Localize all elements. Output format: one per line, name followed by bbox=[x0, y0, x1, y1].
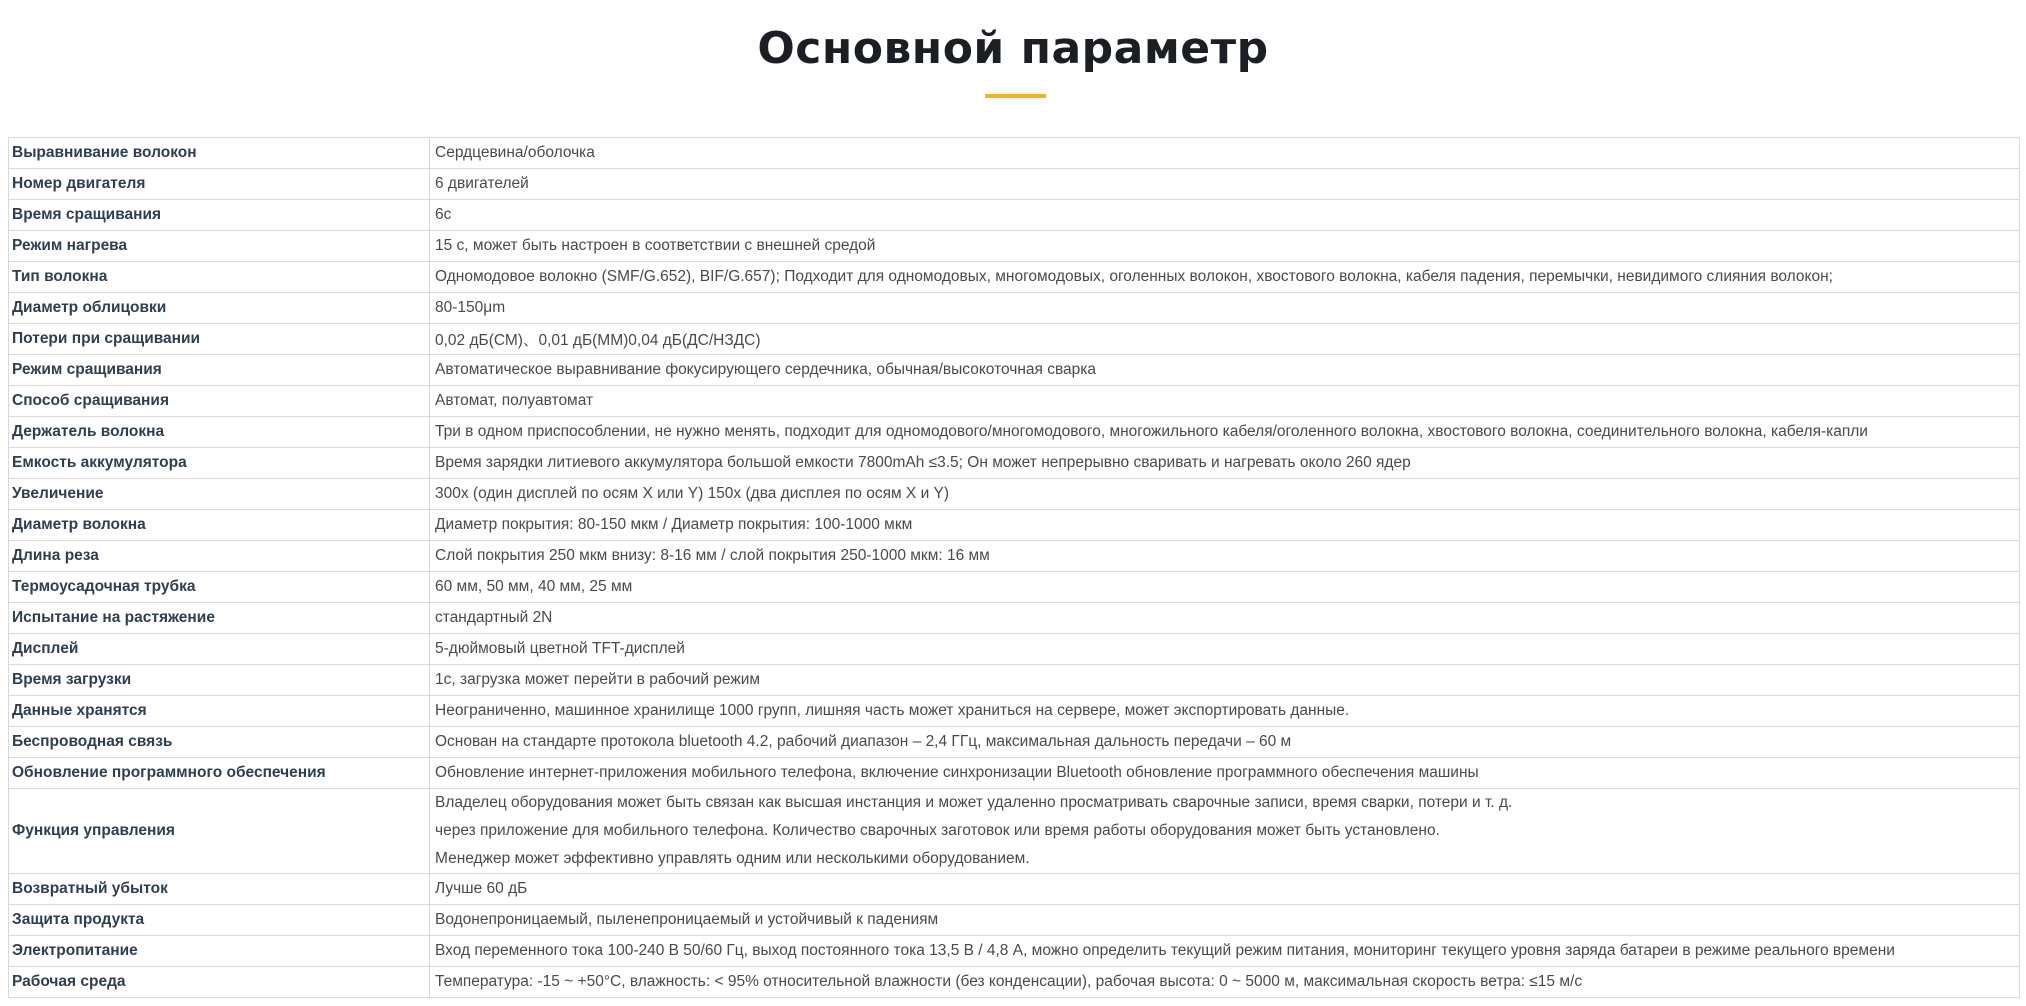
table-row bbox=[9, 874, 2020, 905]
table-row bbox=[9, 696, 2020, 727]
spec-value bbox=[430, 789, 2020, 874]
spec-value: 6 двигателей bbox=[430, 169, 2020, 200]
table-row bbox=[9, 324, 2020, 355]
table-row bbox=[9, 355, 2020, 386]
spec-value: Диаметр покрытия: 80-150 мкм / Диаметр покрытия: 100-1000 мкм bbox=[430, 510, 2020, 541]
spec-param-label: Режим сращивания bbox=[9, 355, 430, 386]
spec-param-label: Функция управления bbox=[9, 789, 430, 874]
spec-value: 80-150μm bbox=[430, 293, 2020, 324]
spec-param-label: Диаметр волокна bbox=[9, 510, 430, 541]
spec-value: Одномодовое волокно (SMF/G.652), BIF/G.657); Подходит для одномодовых, многомодовых, оголенных волокон, хвостового волокна, кабеля падения, перемычки, невидимого слияния волокон; bbox=[430, 262, 2020, 293]
table-row bbox=[9, 262, 2020, 293]
spec-value: 15 с, может быть настроен в соответствии с внешней средой bbox=[430, 231, 2020, 262]
spec-param-label: Беспроводная связь bbox=[9, 727, 430, 758]
spec-table-body bbox=[9, 138, 2020, 998]
spec-param-label: Емкость аккумулятора bbox=[9, 448, 430, 479]
table-row bbox=[9, 138, 2020, 169]
spec-value-line: Владелец оборудования может быть связан как высшая инстанция и может удаленно просматривать сварочные записи, время сварки, потери и т. д. bbox=[435, 794, 1513, 811]
table-row bbox=[9, 231, 2020, 262]
spec-value-line: через приложение для мобильного телефона. Количество сварочных заготовок или время работы оборудования может быть установлено. bbox=[435, 822, 1440, 839]
spec-param-label: Рабочая среда bbox=[9, 967, 430, 998]
table-row bbox=[9, 417, 2020, 448]
table-row bbox=[9, 758, 2020, 789]
spec-param-label: Держатель волокна bbox=[9, 417, 430, 448]
table-row bbox=[9, 967, 2020, 998]
spec-param-label: Режим нагрева bbox=[9, 231, 430, 262]
spec-param-label: Термоусадочная трубка bbox=[9, 572, 430, 603]
spec-value: 60 мм, 50 мм, 40 мм, 25 мм bbox=[430, 572, 2020, 603]
spec-param-label: Время загрузки bbox=[9, 665, 430, 696]
spec-value: Время зарядки литиевого аккумулятора большой емкости 7800mAh ≤3.5; Он может непрерывно сваривать и нагревать около 260 ядер bbox=[430, 448, 2020, 479]
spec-value: Основан на стандарте протокола bluetooth 4.2, рабочий диапазон – 2,4 ГГц, максимальная дальность передачи – 60 м bbox=[430, 727, 2020, 758]
table-row bbox=[9, 479, 2020, 510]
spec-value: 1с, загрузка может перейти в рабочий режим bbox=[430, 665, 2020, 696]
table-row bbox=[9, 789, 2020, 874]
spec-param-label: Защита продукта bbox=[9, 905, 430, 936]
spec-value: Автомат, полуавтомат bbox=[430, 386, 2020, 417]
spec-value: Водонепроницаемый, пыленепроницаемый и устойчивый к падениям bbox=[430, 905, 2020, 936]
spec-param-label: Потери при сращивании bbox=[9, 324, 430, 355]
spec-param-label: Способ сращивания bbox=[9, 386, 430, 417]
spec-value: 6с bbox=[430, 200, 2020, 231]
table-row bbox=[9, 905, 2020, 936]
spec-value: 5-дюймовый цветной TFT-дисплей bbox=[430, 634, 2020, 665]
spec-value: Слой покрытия 250 мкм внизу: 8-16 мм / слой покрытия 250-1000 мкм: 16 мм bbox=[430, 541, 2020, 572]
spec-value: Температура: -15 ~ +50°C, влажность: < 95% относительной влажности (без конденсации), рабочая высота: 0 ~ 5000 м, максимальная скорость ветра: ≤15 м/с bbox=[430, 967, 2020, 998]
spec-value: Три в одном приспособлении, не нужно менять, подходит для одномодового/многомодового, многожильного кабеля/оголенного волокна, хвостового волокна, соединительного волокна, кабеля-капли bbox=[430, 417, 2020, 448]
table-row bbox=[9, 448, 2020, 479]
table-row bbox=[9, 665, 2020, 696]
table-row bbox=[9, 634, 2020, 665]
spec-value: Автоматическое выравнивание фокусирующего сердечника, обычная/высокоточная сварка bbox=[430, 355, 2020, 386]
spec-value: 0,02 дБ(СМ)、0,01 дБ(ММ)0,04 дБ(ДС/НЗДС) bbox=[430, 324, 2020, 355]
spec-value: Обновление интернет-приложения мобильного телефона, включение синхронизации Bluetooth обновление программного обеспечения машины bbox=[430, 758, 2020, 789]
spec-param-label: Тип волокна bbox=[9, 262, 430, 293]
spec-param-label: Номер двигателя bbox=[9, 169, 430, 200]
title-underline bbox=[985, 94, 1046, 98]
spec-param-label: Испытание на растяжение bbox=[9, 603, 430, 634]
spec-param-label: Возвратный убыток bbox=[9, 874, 430, 905]
spec-value: стандартный 2N bbox=[430, 603, 2020, 634]
spec-param-label: Данные хранятся bbox=[9, 696, 430, 727]
table-row bbox=[9, 572, 2020, 603]
spec-value: Неограниченно, машинное хранилище 1000 групп, лишняя часть может храниться на сервере, может экспортировать данные. bbox=[430, 696, 2020, 727]
spec-param-label: Выравнивание волокон bbox=[9, 138, 430, 169]
table-row bbox=[9, 200, 2020, 231]
spec-value: 300x (один дисплей по осям X или Y) 150x (два дисплея по осям X и Y) bbox=[430, 479, 2020, 510]
spec-param-label: Электропитание bbox=[9, 936, 430, 967]
spec-param-label: Диаметр облицовки bbox=[9, 293, 430, 324]
table-row bbox=[9, 541, 2020, 572]
spec-param-label: Обновление программного обеспечения bbox=[9, 758, 430, 789]
spec-table bbox=[8, 137, 2020, 998]
table-row bbox=[9, 510, 2020, 541]
spec-param-label: Время сращивания bbox=[9, 200, 430, 231]
spec-value-line: Менеджер может эффективно управлять одним или несколькими оборудованием. bbox=[435, 850, 1030, 867]
spec-value: Вход переменного тока 100-240 В 50/60 Гц, выход постоянного тока 13,5 В / 4,8 А, можно определить текущий режим питания, мониторинг текущего уровня заряда батареи в режиме реального времени bbox=[430, 936, 2020, 967]
spec-value: Лучше 60 дБ bbox=[430, 874, 2020, 905]
spec-value: Сердцевина/оболочка bbox=[430, 138, 2020, 169]
spec-param-label: Увеличение bbox=[9, 479, 430, 510]
table-row bbox=[9, 293, 2020, 324]
table-row bbox=[9, 386, 2020, 417]
table-row bbox=[9, 603, 2020, 634]
table-row bbox=[9, 727, 2020, 758]
page-title: Основной параметр bbox=[757, 23, 1269, 74]
table-row bbox=[9, 169, 2020, 200]
spec-param-label: Дисплей bbox=[9, 634, 430, 665]
table-row bbox=[9, 936, 2020, 967]
spec-param-label: Длина реза bbox=[9, 541, 430, 572]
